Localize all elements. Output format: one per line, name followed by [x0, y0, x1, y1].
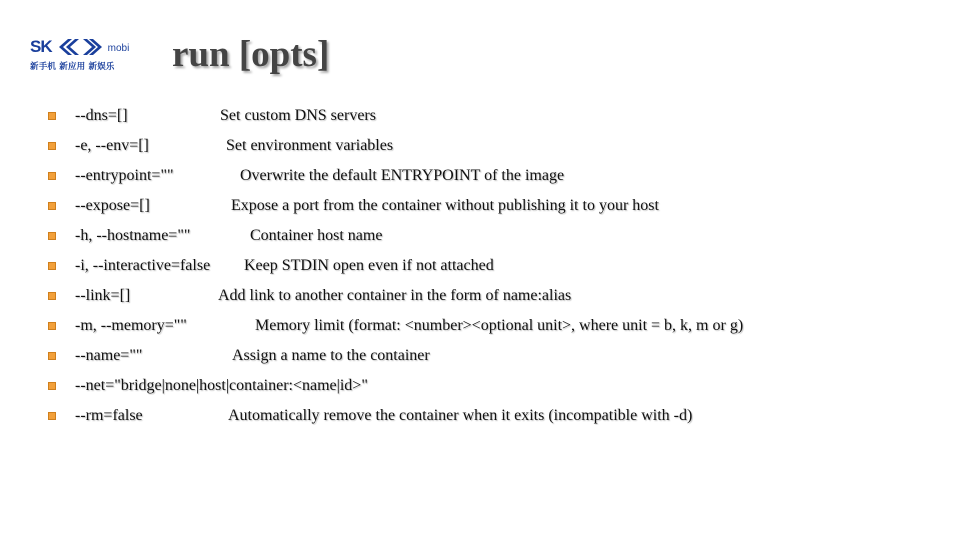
option-flag: -m, --memory="" [75, 317, 187, 334]
square-bullet-icon [48, 202, 56, 210]
options-list [48, 101, 948, 431]
list-item [48, 131, 948, 161]
square-bullet-icon [48, 262, 56, 270]
square-bullet-icon [48, 382, 56, 390]
option-flag: -i, --interactive=false [75, 257, 211, 274]
double-chevron-logo-icon [57, 38, 103, 56]
list-item [48, 281, 948, 311]
option-description: Overwrite the default ENTRYPOINT of the image [240, 167, 565, 184]
square-bullet-icon [48, 352, 56, 360]
sk-mobi-logo [30, 38, 152, 72]
square-bullet-icon [48, 292, 56, 300]
square-bullet-icon [48, 172, 56, 180]
option-description: Expose a port from the container without publishing it to your host [231, 197, 659, 214]
square-bullet-icon [48, 112, 56, 120]
logo-mark [30, 38, 129, 56]
option-description: Automatically remove the container when it exits (incompatible with -d) [228, 407, 693, 424]
list-item [48, 341, 948, 371]
list-item [48, 251, 948, 281]
slide-title: run [opts] [172, 34, 330, 75]
logo-suffix-text: mobi [107, 43, 130, 54]
option-description: Container host name [250, 227, 383, 244]
option-description: Add link to another container in the form of name:alias [218, 287, 572, 304]
list-item [48, 311, 948, 341]
option-description: Keep STDIN open even if not attached [244, 257, 494, 274]
option-flag: --net="bridge|none|host|container:<name|id>" [75, 377, 368, 394]
list-item [48, 161, 948, 191]
option-flag: --rm=false [75, 407, 143, 424]
option-description: Set environment variables [226, 137, 394, 154]
square-bullet-icon [48, 412, 56, 420]
option-flag: --name="" [75, 347, 143, 364]
option-flag: --dns=[] [75, 107, 128, 124]
square-bullet-icon [48, 142, 56, 150]
list-item [48, 221, 948, 251]
square-bullet-icon [48, 322, 56, 330]
list-item [48, 101, 948, 131]
list-item [48, 401, 948, 431]
logo-brand-text: SK [30, 37, 52, 56]
option-flag: --link=[] [75, 287, 131, 304]
option-flag: -e, --env=[] [75, 137, 149, 154]
logo-tagline: 新手机 新应用 新娱乐 [30, 62, 115, 72]
option-flag: -h, --hostname="" [75, 227, 191, 244]
option-description: Memory limit (format: <number><optional unit>, where unit = b, k, m or g) [255, 317, 744, 334]
option-description: Set custom DNS servers [220, 107, 376, 124]
list-item [48, 191, 948, 221]
option-description: Assign a name to the container [232, 347, 430, 364]
option-flag: --expose=[] [75, 197, 150, 214]
option-flag: --entrypoint="" [75, 167, 174, 184]
square-bullet-icon [48, 232, 56, 240]
list-item [48, 371, 948, 401]
